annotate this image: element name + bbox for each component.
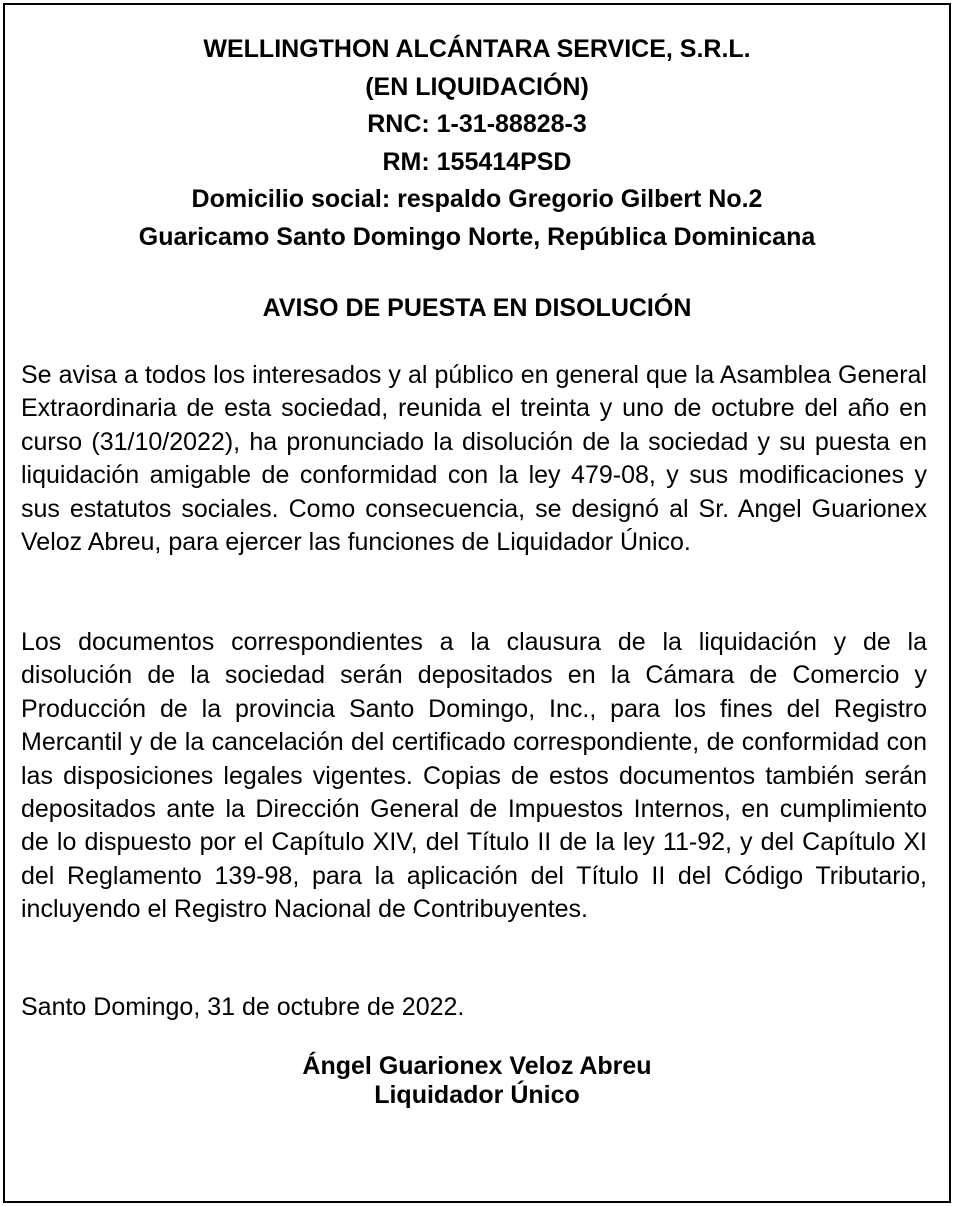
signatory-role: Liquidador Único bbox=[374, 1081, 580, 1109]
company-rm: RM: 155414PSD bbox=[382, 147, 572, 176]
company-header bbox=[5, 31, 949, 256]
company-status: (EN LIQUIDACIÓN) bbox=[365, 72, 589, 101]
notice-title: AVISO DE PUESTA EN DISOLUCIÓN bbox=[262, 294, 692, 322]
signatory-name: Ángel Guarionex Veloz Abreu bbox=[302, 1052, 652, 1080]
company-name: WELLINGTHON ALCÁNTARA SERVICE, S.R.L. bbox=[203, 35, 751, 63]
company-address-line-1: Domicilio social: respaldo Gregorio Gilbert No.2 bbox=[191, 185, 763, 213]
company-rnc: RNC: 1-31-88828-3 bbox=[367, 110, 587, 138]
signature-block bbox=[5, 1052, 949, 1110]
company-address-line-2: Guaricamo Santo Domingo Norte, República Dominicana bbox=[138, 222, 816, 251]
notice-frame bbox=[3, 3, 951, 1203]
body-paragraph-2: Los documentos correspondientes a la clausura de la liquidación y de la disolución de la sociedad serán depositados en la Cámara de Comercio y Producción de la provincia Santo Domingo, Inc., para los fines del Registro Mercantil y de la cancelación del certificado correspondiente, de conformidad con las disposiciones legales vigentes. Copias de estos documentos también serán depositados ante la Dirección General de Impuestos Internos, en cumplimiento de lo dispuesto por el Capítulo XIV, del Título II de la ley 11-92, y del Capítulo XI del Reglamento 139-98, para la aplicación del Título II del Código Tributario, incluyendo el Registro Nacional de Contribuyentes. bbox=[21, 628, 927, 924]
place-and-date: Santo Domingo, 31 de octubre de 2022. bbox=[21, 993, 465, 1021]
body-paragraph-1: Se avisa a todos los interesados y al público en general que la Asamblea General Extraordinaria de esta sociedad, reunida el treinta y uno de octubre del año en curso (31/10/2022), ha pronunciado la disolución de la sociedad y su puesta en liquidación amigable de conformidad con la ley 479-08, y sus modificaciones y sus estatutos sociales. Como consecuencia, se designó al Sr. Angel Guarionex Veloz Abreu, para ejercer las funciones de Liquidador Único. bbox=[21, 361, 927, 557]
